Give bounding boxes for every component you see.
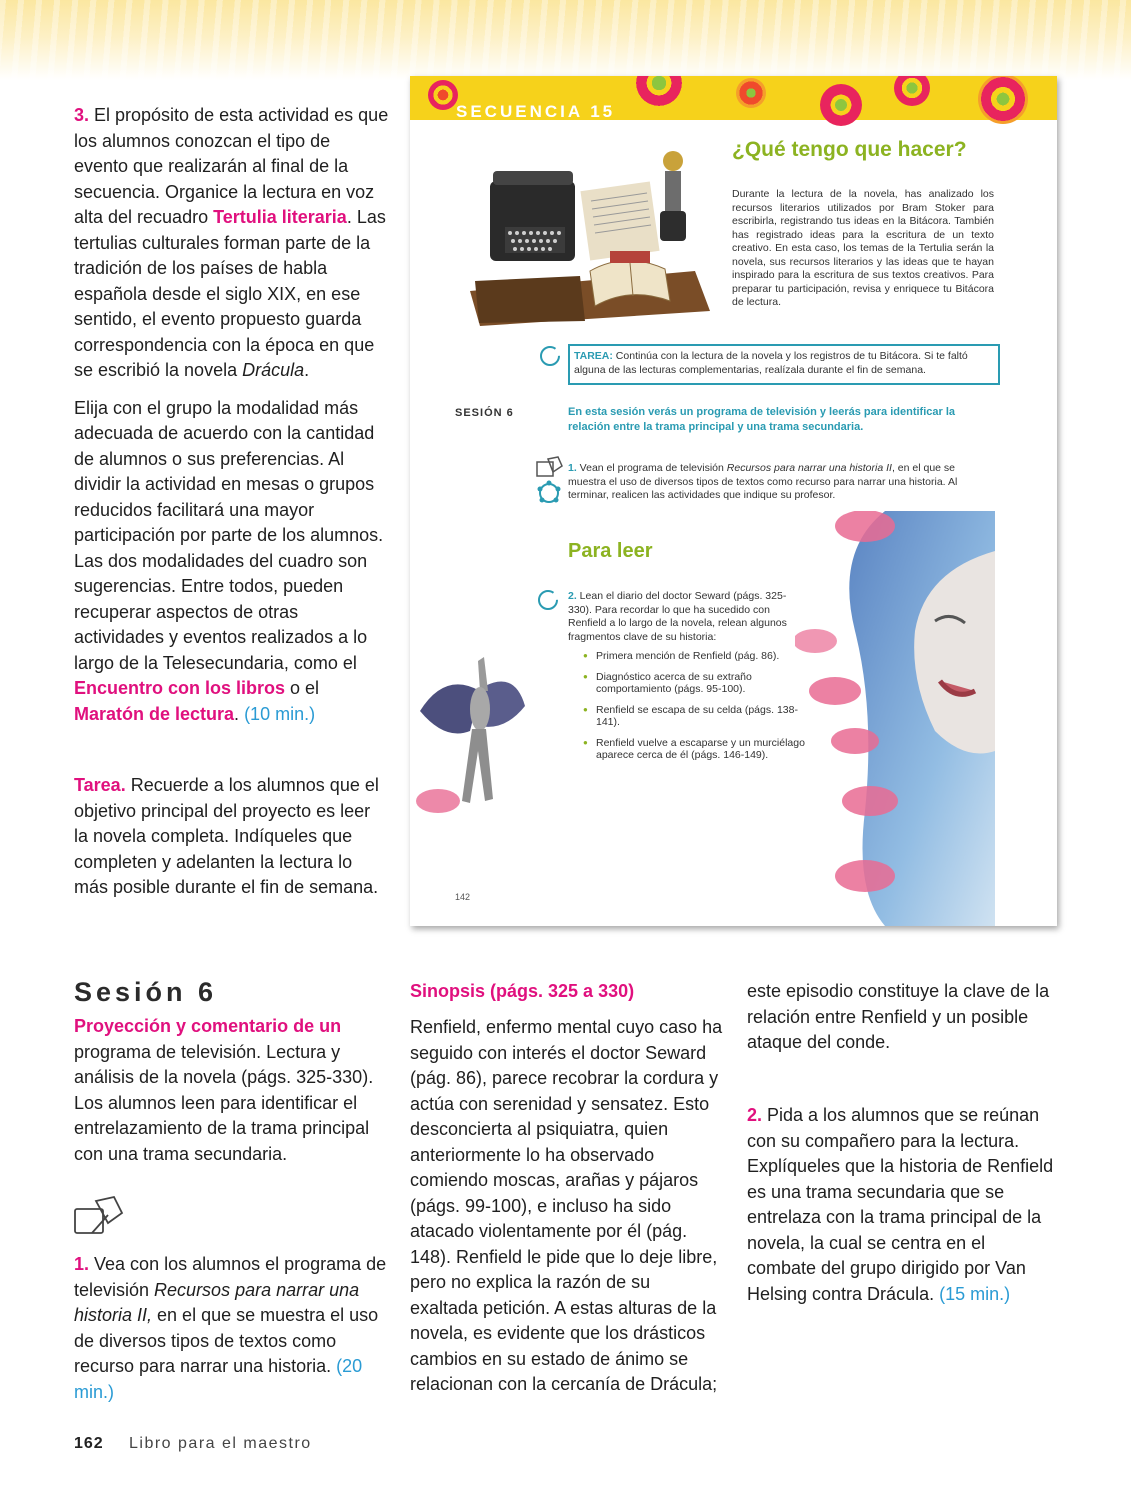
vampire-victim-illustration xyxy=(795,511,995,926)
text: programa de televisión. Lectura y análisis de la novela (págs. 325-330). Los alumnos leen para identificar el entrelazamiento de la trama principal con una trama secundaria. xyxy=(74,1041,374,1164)
left-column xyxy=(74,103,389,739)
text: en el que se muestra el uso de diversos tipos de textos como recurso para narrar una historia. xyxy=(74,1305,379,1376)
program-title: Recursos para narrar una historia II xyxy=(726,462,892,474)
reading-cycle-icon-2 xyxy=(536,588,560,612)
item-1-inner xyxy=(568,462,993,503)
decor-dot xyxy=(736,78,766,108)
sequence-label: SECUENCIA 15 xyxy=(456,102,616,121)
list-item: ● Renfield vuelve a escaparse y un murciélago aparece cerca de él (págs. 146-149). xyxy=(583,737,808,762)
heading-para-leer: Para leer xyxy=(568,540,653,562)
decor-dot xyxy=(820,84,862,126)
text: Vean el programa de televisión xyxy=(576,462,727,474)
highlight-tertulia: Tertulia literaria xyxy=(213,207,347,227)
session-subtitle xyxy=(74,1014,384,1167)
synopsis-heading xyxy=(410,979,720,1005)
paragraph-3 xyxy=(74,103,389,384)
time-label: (10 min.) xyxy=(244,703,316,724)
novel-title: Drácula xyxy=(242,360,305,380)
text: Elija con el grupo la modalidad más adecuada de acuerdo con la cantidad de alumnos o sus preferencias. Al dividir la actividad en mesas o grupos reducidos facilitará una mayor participación por parte de los alumnos. Las dos modalidades del cuadro son sugerencias. Entre todos, pueden recuperar aspectos de otras actividades y eventos realizados a lo largo de la Telesecundaria, como el xyxy=(74,397,384,673)
text: Pida a los alumnos que se reúnan con su compañero para la lectura. Explíqueles que la historia de Renfield es una trama secundaria que se entrelaza con la trama principal de la novela, la cual se centra en el combate del grupo dirigido por Van Helsing contra Drácula. xyxy=(747,1105,1054,1304)
student-book-page xyxy=(410,76,1057,926)
page-number: 162 xyxy=(74,1435,104,1452)
text: . Las tertulias culturales forman parte de la tradición de los países de habla española desde el siglo XIX, en ese sentido, el evento propuesto guarda correspondencia con la época en que se escribió la novela xyxy=(74,207,386,380)
top-decoration xyxy=(0,0,1131,80)
synopsis-title: Sinopsis (págs. 325 a 330) xyxy=(410,981,635,1001)
session-title: Sesión 6 xyxy=(74,977,218,1007)
synopsis-text xyxy=(410,1015,723,1398)
item-number: 1. xyxy=(74,1254,90,1274)
session-intro: En esta sesión verás un programa de televisión y leerás para identificar la relación entre la trama principal y una trama secundaria. xyxy=(568,406,955,433)
tv-program-icon xyxy=(74,1195,124,1235)
text: Vea con los alumnos el programa de televisión xyxy=(74,1254,387,1300)
item-2-inner xyxy=(568,590,808,644)
item-number: 1. xyxy=(568,462,577,474)
inner-page-number: 142 xyxy=(455,892,471,902)
text: este episodio constituye la clave de la relación entre Renfield y un posible ataque del conde. xyxy=(747,981,1050,1052)
heading-que-tengo-que-hacer: ¿Qué tengo que hacer? xyxy=(732,138,967,161)
decor-dot xyxy=(428,80,458,110)
list-item: ● Diagnóstico acerca de su extraño comportamiento (págs. 95-100). xyxy=(583,671,808,696)
time-label: (15 min.) xyxy=(939,1283,1011,1304)
item-number: 3. xyxy=(74,105,90,125)
book-label: Libro para el maestro xyxy=(129,1435,312,1452)
text: Recuerde a los alumnos que el objetivo principal del proyecto es leer la novela completa. Indíqueles que completen y adelanten la lectura lo más posible durante el fin de semana. xyxy=(74,775,379,897)
tarea-label: TAREA: xyxy=(574,350,613,362)
reading-cycle-icon xyxy=(538,344,562,368)
tarea-box xyxy=(568,344,1000,385)
team-icon xyxy=(536,480,562,506)
paragraph-modalidad xyxy=(74,396,389,728)
time-label: (20 min.) xyxy=(74,1356,363,1402)
text: , en el que se muestra el uso de diversos tipos de textos como recurso para narrar una historia. Al terminar, realicen las actividades que indique su profesor. xyxy=(568,462,958,501)
bat-man-illustration xyxy=(410,651,530,831)
tarea-paragraph xyxy=(74,773,389,913)
tarea-label: Tarea. xyxy=(74,775,126,795)
text: Lean el diario del doctor Seward (págs. 325-330). Para recordar lo que ha sucedido con Renfield a lo largo de la novela, relean algunos fragmentos clave de su historia: xyxy=(568,590,787,643)
fragments-list xyxy=(583,650,808,770)
list-item: ● Primera mención de Renfield (pág. 86). xyxy=(583,650,808,663)
text: El propósito de esta actividad es que los alumnos conozcan el tipo de evento que realizarán al final de la secuencia. Organice la lectura en voz alta del recuadro xyxy=(74,105,389,227)
decor-dot xyxy=(978,76,1028,124)
session-subtitle-highlight: Proyección y comentario de un xyxy=(74,1016,342,1036)
intro-paragraph: Durante la lectura de la novela, has analizado los recursos literarios utilizados por Bram Stoker para escribirla, registrando tus ideas en la Bitácora. También has registrado ideas para la escritura de un texto creativo. En esta caso, los temas de la Tertulia serán la novela, sus recursos literarios y las ideas que te hayan inspirado para la escritura de sus textos creativos. Para preparar tu participación, revisa y enriquece tu Bitácora de lectura. xyxy=(732,188,994,308)
text: . xyxy=(234,703,245,724)
text: o el xyxy=(285,678,320,698)
typewriter-illustration xyxy=(465,141,710,326)
item-number: 2. xyxy=(747,1105,763,1125)
item-number: 2. xyxy=(568,590,577,602)
right-column-p1 xyxy=(747,979,1059,1056)
session-label: SESIÓN 6 xyxy=(455,407,514,419)
list-item: ● Renfield se escapa de su celda (págs. 138-141). xyxy=(583,704,808,729)
highlight-maraton: Maratón de lectura xyxy=(74,703,235,724)
program-title: Recursos para narrar una historia II, xyxy=(74,1279,360,1325)
text: . xyxy=(304,360,310,380)
right-column-p2 xyxy=(747,1103,1059,1307)
tv-program-icon xyxy=(536,456,564,478)
highlight-encuentro: Encuentro con los libros xyxy=(74,678,286,698)
tarea-text: Continúa con la lectura de la novela y los registros de tu Bitácora. Si te faltó alguna de las lecturas complementarias, realízala durante el fin de semana. xyxy=(574,350,968,376)
session-item-1 xyxy=(74,1252,389,1405)
text: Renfield, enfermo mental cuyo caso ha seguido con interés el doctor Seward (pág. 86), parece recobrar la cordura y actúa con serenidad y sensatez. Esto desconcierta al psiquiatra, quien anteriormente lo ha observado comiendo moscas, arañas y pájaros (págs. 99-100), e incluso ha sido atacado violentamente por él (pág. 148). Renfield le pide que lo deje libre, pero no explica la razón de su exaltada petición. A estas alturas de la novela, es evidente que los drásticos cambios en su estado de ánimo se relacionan con la cercanía de Drácula; xyxy=(410,1017,723,1394)
